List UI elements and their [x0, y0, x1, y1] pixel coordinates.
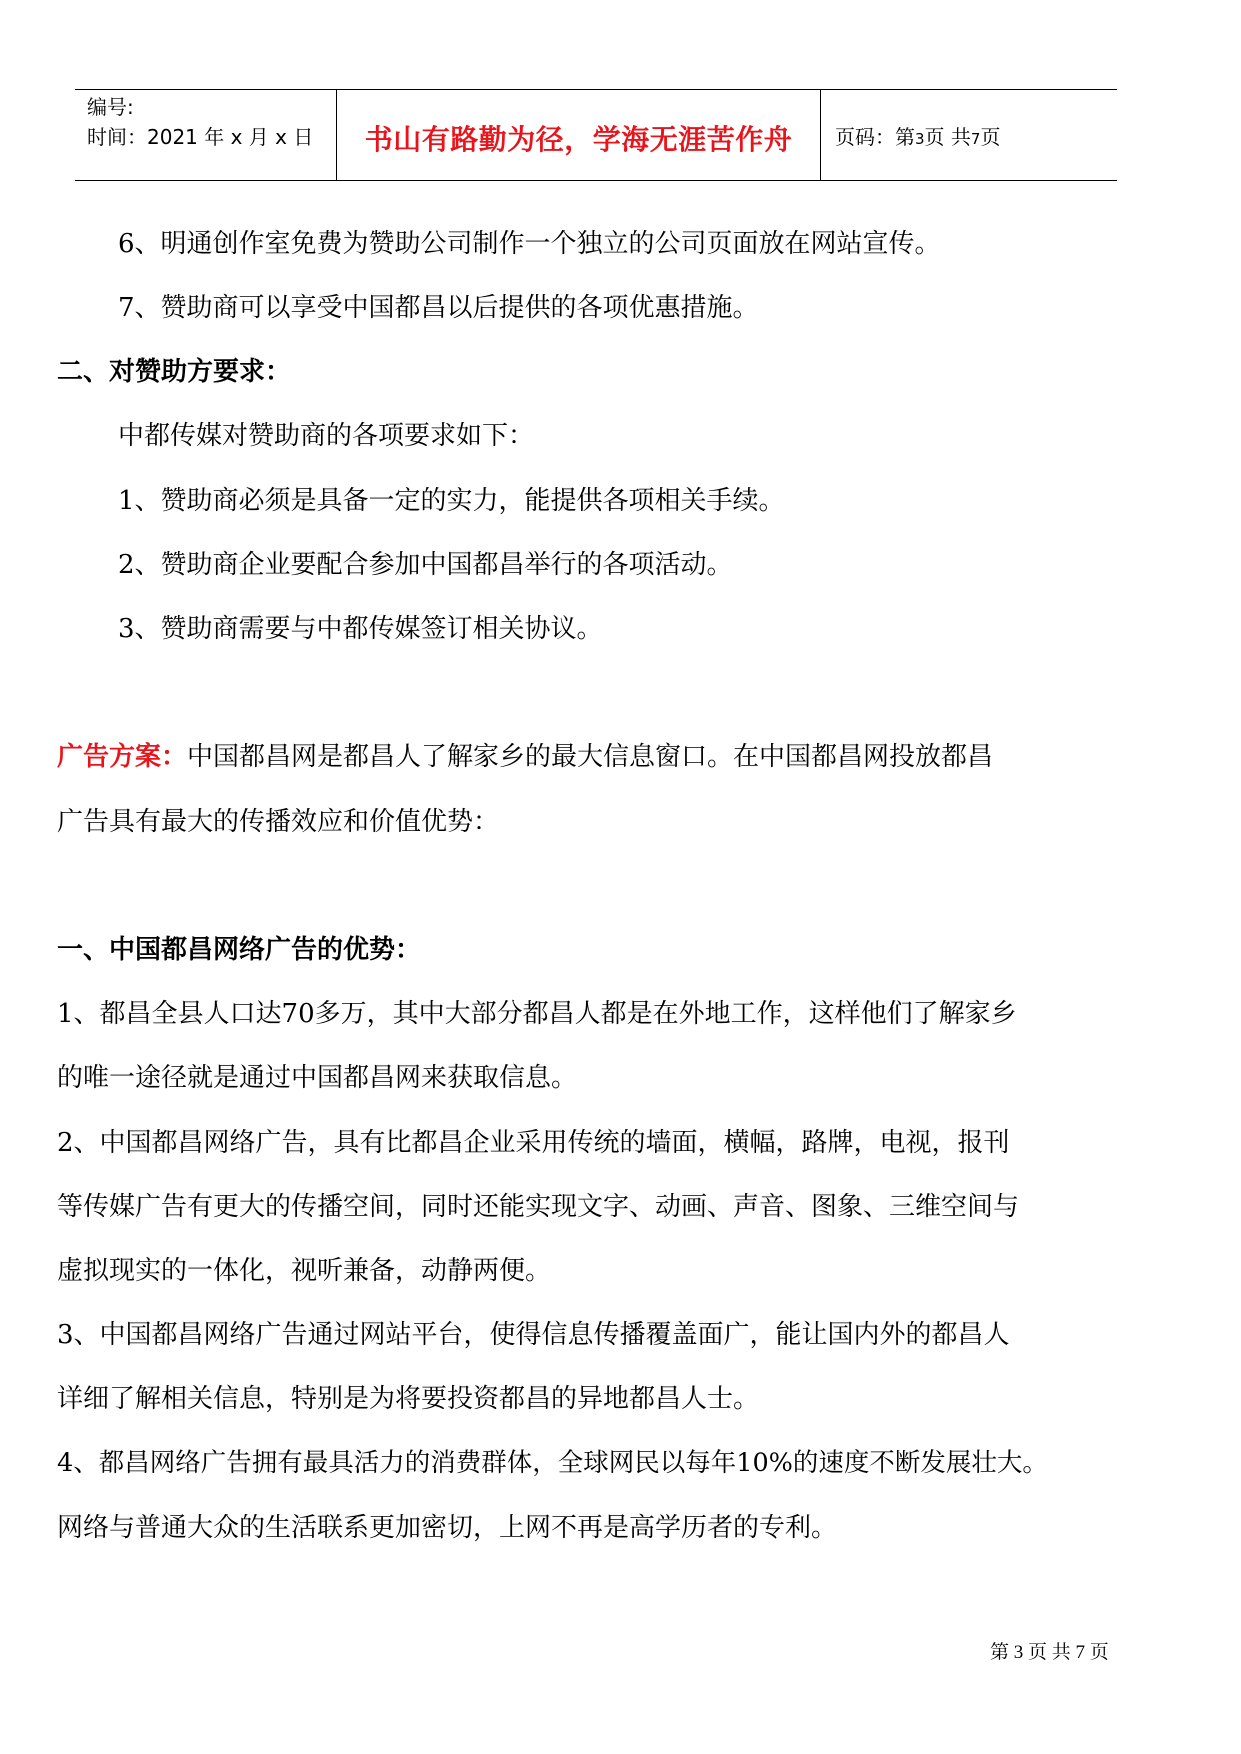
advantage-2-line: 虚拟现实的一体化，视听兼备，动静两便。: [57, 1256, 552, 1286]
ad-plan-text: 中国都昌网是都昌人了解家乡的最大信息窗口。在中国都昌网投放都昌: [187, 742, 994, 772]
requirement-item-2: 2、赞助商企业要配合参加中国都昌举行的各项活动。: [118, 550, 733, 580]
page-mid: 页 共: [924, 125, 971, 149]
advantage-2-line: 2、中国都昌网络广告，具有比都昌企业采用传统的墙面，横幅，路牌，电视，报刊: [57, 1128, 1010, 1158]
header-motto: 书山有路勤为径，学海无涯苦作舟: [364, 123, 793, 156]
advantage-1-line: 的唯一途径就是通过中国都昌网来获取信息。: [57, 1063, 578, 1093]
page-end: 页: [980, 125, 1001, 149]
document-date: 时间：2021 年 x 月 x 日: [87, 125, 314, 149]
header-meta: [87, 92, 337, 152]
section-heading-advantages: 一、中国都昌网络广告的优势：: [57, 935, 422, 965]
benefit-item-7: 7、赞助商可以享受中国都昌以后提供的各项优惠措施。: [118, 293, 759, 323]
requirements-intro: 中都传媒对赞助商的各项要求如下：: [118, 421, 535, 451]
document-number-label: 编号:: [87, 95, 134, 119]
advantage-4-line: 4、都昌网络广告拥有最具活力的消费群体，全球网民以每年10%的速度不断发展壮大。: [57, 1448, 1048, 1478]
advantage-3-line: 详细了解相关信息，特别是为将要投资都昌的异地都昌人士。: [57, 1384, 760, 1414]
advantage-2-line: 等传媒广告有更大的传播空间，同时还能实现文字、动画、声音、图象、三维空间与: [57, 1192, 1020, 1222]
section-heading-requirements: 二、对赞助方要求：: [57, 357, 292, 387]
requirement-item-3: 3、赞助商需要与中都传媒签订相关协议。: [118, 614, 603, 644]
page-total: 7: [970, 130, 981, 148]
benefit-item-6: 6、明通创作室免费为赞助公司制作一个独立的公司页面放在网站宣传。: [118, 229, 941, 259]
advantage-3-line: 3、中国都昌网络广告通过网站平台，使得信息传播覆盖面广，能让国内外的都昌人: [57, 1320, 1010, 1350]
page-footer: 第 3 页 共 7 页: [990, 1642, 1109, 1663]
advantage-1-line: 1、都昌全县人口达70多万，其中大部分都昌人都是在外地工作，这样他们了解家乡: [57, 999, 1017, 1029]
page-number: 3: [915, 130, 925, 148]
page-header: [75, 89, 1117, 181]
advantage-4-line: 网络与普通大众的生活联系更加密切，上网不再是高学历者的专利。: [57, 1513, 838, 1543]
page-label: 页码：第: [835, 125, 915, 149]
header-page-info: [835, 121, 1000, 150]
requirement-item-1: 1、赞助商必须是具备一定的实力，能提供各项相关手续。: [118, 486, 785, 516]
ad-plan-paragraph-line: 广告具有最大的传播效应和价值优势：: [57, 807, 500, 837]
header-divider: [820, 90, 821, 180]
ad-plan-paragraph-line: [57, 737, 993, 777]
ad-plan-label: 广告方案：: [57, 742, 188, 772]
